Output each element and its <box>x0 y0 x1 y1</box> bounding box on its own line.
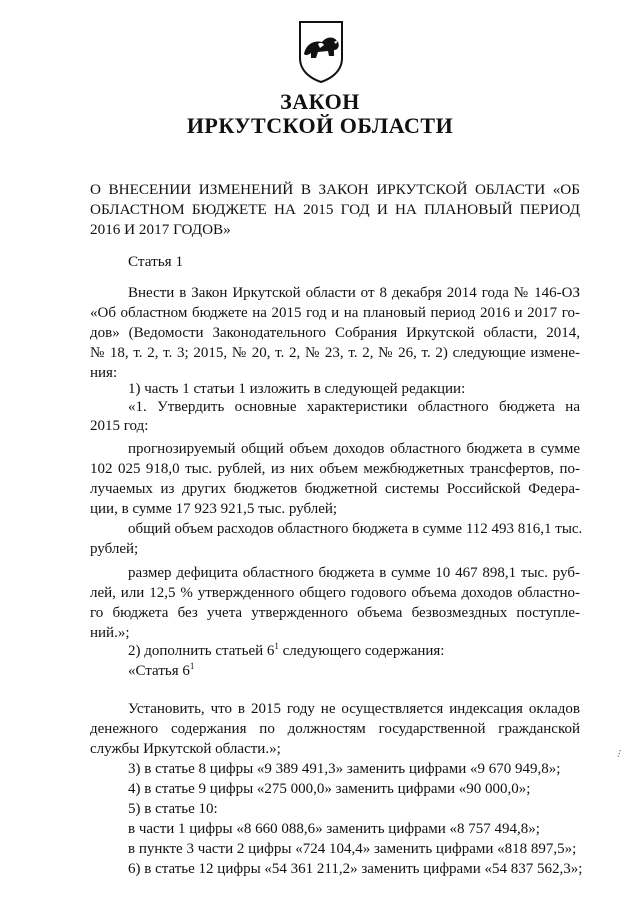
quote-article-sup: 1 <box>189 661 195 671</box>
item-2-sup: 1 <box>274 641 279 651</box>
item-2-prefix: 2) дополнить статьей 6 <box>128 643 275 659</box>
intro-line: Внести в Закон Иркутской области от 8 декабря 2014 года № 146-ОЗ <box>128 285 580 301</box>
law-subject: О ВНЕСЕНИИ ИЗМЕНЕНИЙ В ЗАКОН ИРКУТСКОЙ ОБЛАСТИ «ОБ ОБЛАСТНОМ БЮДЖЕТЕ НА 2015 ГОД И НА ПЛАНОВЫЙ ПЕРИОД 2016 И 2017 ГОДОВ» <box>90 181 580 238</box>
item-4: 4) в статье 9 цифры «275 000,0» заменить цифрами «90 000,0»; <box>128 781 531 797</box>
deficit-line: лей, или 12,5 % утвержденного общего годового объема доходов областно- <box>90 585 580 601</box>
indexation-line: службы Иркутской области.»; <box>90 741 281 757</box>
item-3: 3) в статье 8 цифры «9 389 491,3» заменить цифрами «9 670 949,8»; <box>128 761 561 777</box>
article-heading: Статья 1 <box>128 253 184 270</box>
margin-mark: ... <box>607 745 625 759</box>
item-6: 6) в статье 12 цифры «54 361 211,2» заменить цифрами «54 837 562,3»; <box>128 861 583 877</box>
item-5: 5) в статье 10: <box>128 801 218 817</box>
item-1-quote: «1. Утвердить основные характеристики областного бюджета на <box>128 399 580 415</box>
item-2 <box>128 641 580 661</box>
item-5a: в части 1 цифры «8 660 088,6» заменить цифрами «8 757 494,8»; <box>128 821 540 837</box>
intro-line: № 18, т. 2, т. 3; 2015, № 20, т. 2, № 23, т. 2, № 26, т. 2) следующие измене- <box>90 345 580 361</box>
expenses-line: рублей; <box>90 541 139 557</box>
item-1: 1) часть 1 статьи 1 изложить в следующей редакции: <box>128 381 466 397</box>
region-title: ИРКУТСКОЙ ОБЛАСТИ <box>186 113 454 138</box>
deficit-line: го бюджета без учета утвержденного объема безвозмездных поступле- <box>90 605 580 621</box>
expenses-line: общий объем расходов областного бюджета в сумме 112 493 816,1 тыс. <box>128 521 583 537</box>
item-5b: в пункте 3 части 2 цифры «724 104,4» заменить цифрами «818 897,5»; <box>128 841 577 857</box>
revenue-line: прогнозируемый общий объем доходов областного бюджета в сумме <box>128 441 580 457</box>
coat-of-arms-icon <box>296 20 346 84</box>
intro-line: ния: <box>90 365 118 381</box>
deficit-line: ний.»; <box>90 625 130 641</box>
item-1-quote: 2015 год: <box>90 418 149 434</box>
revenue-line: ции, в сумме 17 923 921,5 тыс. рублей; <box>90 501 338 517</box>
revenue-line: 102 025 918,0 тыс. рублей, из них объем межбюджетных трансфертов, по- <box>90 461 580 477</box>
intro-line: дов» (Ведомости Законодательного Собрания Иркутской области, 2014, <box>90 325 580 341</box>
deficit-line: размер дефицита областного бюджета в сумме 10 467 898,1 тыс. руб- <box>128 565 580 581</box>
quote-article-prefix: «Статья 6 <box>128 663 190 679</box>
revenue-line: лучаемых из других бюджетов бюджетной системы Российской Федера- <box>90 481 580 497</box>
indexation-line: Установить, что в 2015 году не осуществляется индексация окладов <box>128 701 580 717</box>
indexation-line: денежного содержания по должностям государственной гражданской <box>90 721 580 737</box>
law-title: ЗАКОН <box>280 89 360 114</box>
intro-line: «Об областном бюджете на 2015 год и на плановый период 2016 и 2017 го- <box>90 305 580 321</box>
item-2-suffix: следующего содержания: <box>278 643 445 659</box>
quote-article-heading <box>128 661 580 681</box>
